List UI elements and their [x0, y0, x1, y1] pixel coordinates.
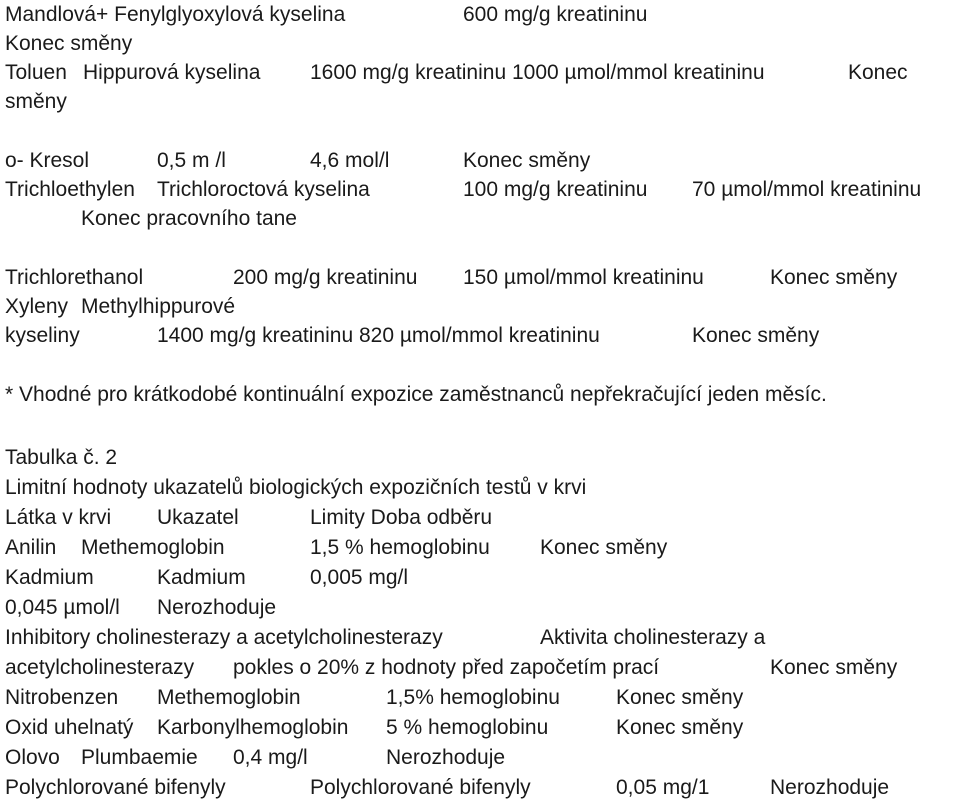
text-segment: Trichloroctová kyselina — [157, 178, 370, 201]
text-segment: 600 mg/g kreatininu — [463, 3, 648, 26]
text-segment: 0,4 mg/l — [233, 746, 308, 769]
text-segment: kyseliny — [5, 324, 80, 347]
text-segment: Konec směny — [540, 536, 668, 559]
footnote: * Vhodné pro krátkodobé kontinuální expozice zaměstnanců nepřekračující jeden měsíc. — [5, 383, 827, 406]
text-segment: 1,5% hemoglobinu — [386, 686, 560, 709]
text-segment: Methemoglobin — [157, 686, 301, 709]
table-title: Limitní hodnoty ukazatelů biologických expozičních testů v krvi — [5, 476, 587, 499]
text-segment: o- Kresol — [5, 149, 90, 172]
text-segment: Aktivita cholinesterazy a — [540, 626, 766, 649]
text-segment: Nerozhoduje — [157, 596, 277, 619]
text-segment: Kadmium — [5, 566, 94, 589]
text-segment: Anilin — [5, 536, 57, 559]
text-segment: Nitrobenzen — [5, 686, 119, 709]
text-segment: Konec směny — [616, 686, 744, 709]
text-segment: Polychlorované bifenyly — [310, 776, 531, 799]
text-segment: Xyleny — [5, 295, 69, 318]
text-segment: pokles o 20% z hodnoty před započetím prací — [233, 656, 660, 679]
table-header-cell: Limity Doba odběru — [310, 506, 493, 529]
text-segment: 1600 mg/g kreatininu 1000 µmol/mmol kreatininu — [310, 61, 765, 84]
text-segment: 1400 mg/g kreatininu 820 µmol/mmol kreatininu — [157, 324, 600, 347]
table-header-cell: Ukazatel — [157, 506, 239, 529]
text-segment: směny — [5, 90, 67, 113]
text-segment: 0,045 µmol/l — [5, 596, 120, 619]
table-header-cell: Látka v krvi — [5, 506, 112, 529]
text-segment: Konec pracovního tane — [81, 207, 297, 230]
text-segment: 150 µmol/mmol kreatininu — [463, 266, 704, 289]
text-segment: 70 µmol/mmol kreatininu — [692, 178, 922, 201]
text-segment: Konec směny — [463, 149, 591, 172]
text-segment: Olovo — [5, 746, 60, 769]
text-segment: Oxid uhelnatý — [5, 716, 134, 739]
text-segment: Konec směny — [5, 32, 133, 55]
table-caption: Tabulka č. 2 — [5, 446, 118, 469]
text-segment: Kadmium — [157, 566, 246, 589]
text-segment: Inhibitory cholinesterazy a acetylcholinesterazy — [5, 626, 443, 649]
text-segment: Trichloethylen — [5, 178, 135, 201]
text-segment: 0,05 mg/1 — [616, 776, 710, 799]
text-segment: Nerozhoduje — [770, 776, 890, 799]
text-segment: 0,5 m /l — [157, 149, 226, 172]
text-segment: Konec směny — [770, 266, 898, 289]
text-segment: Konec směny — [692, 324, 820, 347]
text-segment: Konec směny — [616, 716, 744, 739]
text-segment: 4,6 mol/l — [310, 149, 390, 172]
text-segment: Karbonylhemoglobin — [157, 716, 349, 739]
text-segment: Konec směny — [770, 656, 898, 679]
text-segment: Mandlová+ Fenylglyoxylová kyselina — [5, 3, 346, 26]
text-segment: Plumbaemie — [81, 746, 198, 769]
text-segment: 200 mg/g kreatininu — [233, 266, 418, 289]
text-segment: Methylhippurové — [81, 295, 236, 318]
text-segment: acetylcholinesterazy — [5, 656, 195, 679]
text-segment: 5 % hemoglobinu — [386, 716, 549, 739]
text-segment: 0,005 mg/l — [310, 566, 409, 589]
text-segment: Polychlorované bifenyly — [5, 776, 226, 799]
text-segment: 1,5 % hemoglobinu — [310, 536, 490, 559]
text-segment: Methemoglobin — [81, 536, 225, 559]
text-segment: Konec — [848, 61, 908, 84]
text-segment: Hippurová kyselina — [83, 61, 261, 84]
text-segment: 100 mg/g kreatininu — [463, 178, 648, 201]
text-segment: Nerozhoduje — [386, 746, 506, 769]
text-segment: Toluen — [5, 61, 67, 84]
text-segment: Trichlorethanol — [5, 266, 144, 289]
